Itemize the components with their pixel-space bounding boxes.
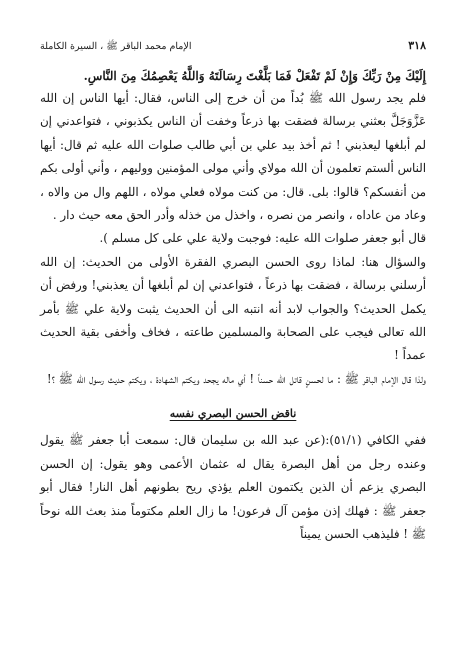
question-paragraph: والسؤال هنا: لماذا روى الحسن البصري الفقرة الأولى من الحديث: إن الله أرسلني برسالة ، فضقت بها ذرعاً ، فتواعدني إن لم أبلغها أن يعذبني! ورفض أن يكمل الحديث؟ والجواب لابد أنه انتبه الى أن الحديث يثبت ولاية علي ﷺ بأمر الله تعالى فيجب على الصحابة والمسلمين طاعته ، فخاف وأخفى بقية الحديث عمداً ! xyxy=(40,254,426,363)
body-paragraph: ففي الكافي (٥١/١):(عن عبد الله بن سليمان قال: سمعت أبا جعفر ﷺ يقول وعنده رجل من أهل البصرة يقال له عثمان الأعمى وهو يقول: إن الحسن البصري يزعم أن الذين يكتمون العلم يؤذي ريح بطونهم أهل النار! فقال أبو جعفر ﷺ : فهلك إذن مؤمن آل فرعون! ما زال العلم مكتوماً منذ بعث الله نوحاً ﷺ ! فليذهب الحسن يميناً xyxy=(40,433,426,541)
body-paragraph: فلم يجد رسول الله ﷺ بُداً من أن خرج إلى الناس، فقال: أيها الناس إن الله عَزَّوَجَلَّ بعثني برسالة فضقت بها ذرعاً وخفت أن الناس يكذبوني ، فتواعدني إن لم أبلغها ليعذبني ! ثم أخذ بيد علي بن أبي طالب صلوات الله عليه ثم قال: أيها الناس ألستم تعلمون أن الله مولاي وأني مولى المؤمنين ووليهم ، وأني أولى بكم من أنفسكم؟ قالوا: بلى. قال: من كنت مولاه فعلي مولاه ، اللهم وال من والاه ، وعاد من عاداه ، وانصر من نصره ، واخذل من خذله وأدر الحق معه حيث دار . xyxy=(40,91,426,223)
running-title: الإمام محمد الباقر ﷺ ، السيرة الكاملة xyxy=(40,41,192,52)
body-paragraph: ولذا قال الإمام الباقر ﷺ : ما لحسنٍ قاتل الله حسناً ! أي ماله يجحد ويكتم الشهادة ، ويكتم حديث رسول الله ﷺ ؟! xyxy=(46,371,426,386)
body-paragraph: قال أبو جعفر صلوات الله عليه: فوجبت ولاية علي على كل مسلم ). xyxy=(99,231,426,246)
page-number: ٣١٨ xyxy=(408,39,426,52)
page-header xyxy=(40,40,426,57)
quran-verse: إِلَيْكَ مِنْ رَبِّكَ وَإِنْ لَمْ تَفْعَلْ فَمَا بَلَّغْتَ رِسَالَتَهُ وَاللَّهُ يَعْصِمُكَ مِنَ النَّاسِ. xyxy=(83,69,426,83)
section-heading xyxy=(40,405,426,423)
section-heading-text: ناقض الحسن البصري نفسه xyxy=(169,407,297,421)
